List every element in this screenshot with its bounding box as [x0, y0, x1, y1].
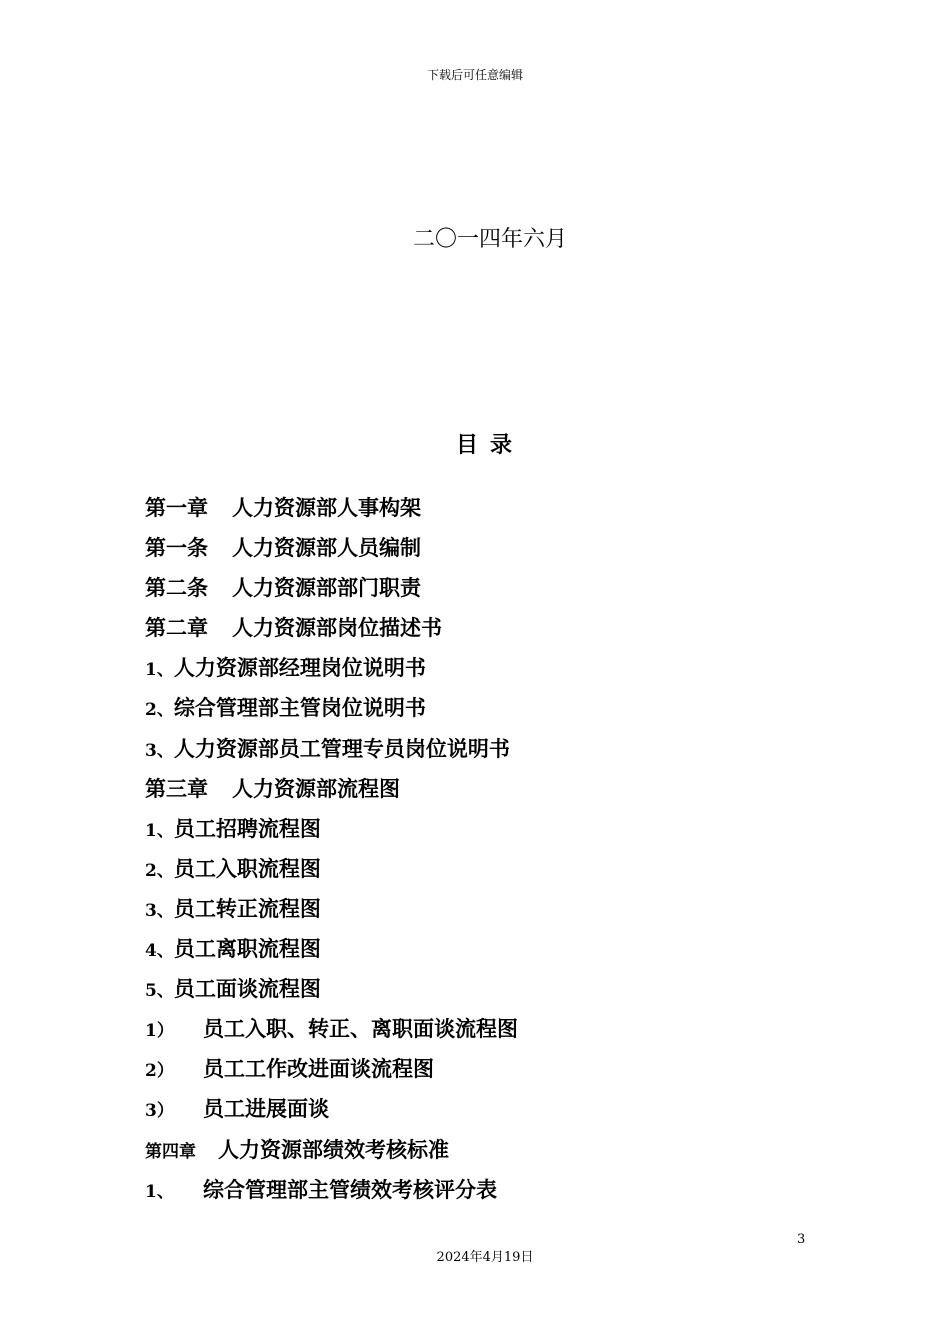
toc-item-number: 3、	[145, 740, 174, 761]
toc-item-label: 人力资源部人员编制	[232, 535, 421, 561]
toc-item-number: 3）	[145, 1101, 174, 1122]
toc-item-number: 第一条	[145, 535, 208, 561]
toc-item[interactable]	[145, 530, 845, 570]
toc-item-label: 员工入职流程图	[173, 855, 321, 881]
toc-item-number: 第二章	[145, 615, 208, 641]
toc-item-label: 员工工作改进面谈流程图	[203, 1056, 434, 1082]
toc-item[interactable]	[145, 490, 845, 530]
toc-item[interactable]	[145, 771, 845, 811]
toc-item[interactable]	[145, 1091, 845, 1131]
toc-item-label: 人力资源部人事构架	[232, 495, 421, 520]
page-footer-date: 2024年4月19日	[436, 1250, 534, 1265]
toc-item[interactable]	[145, 1132, 845, 1172]
toc-item-number: 2）	[145, 1061, 174, 1082]
toc-item-label: 员工转正流程图	[173, 895, 321, 921]
toc-item-number: 第三章	[145, 775, 208, 801]
toc-item-label: 综合管理部主管岗位说明书	[173, 695, 426, 721]
toc-item-label: 员工招聘流程图	[173, 815, 321, 841]
toc-item-label: 员工进展面谈	[203, 1096, 329, 1122]
toc-item[interactable]	[145, 931, 845, 971]
toc-item[interactable]	[145, 971, 845, 1011]
toc-item[interactable]	[145, 1011, 845, 1051]
toc-item[interactable]	[145, 731, 845, 771]
toc-item-label: 员工离职流程图	[173, 936, 321, 962]
toc-item-number: 第一章	[145, 495, 208, 520]
toc-item[interactable]	[145, 610, 845, 650]
toc-item-label: 员工入职、转正、离职面谈流程图	[203, 1016, 518, 1042]
toc-item-label: 人力资源部岗位描述书	[232, 615, 442, 641]
toc-item-number: 1、	[145, 820, 174, 841]
toc-item-number: 第四章	[145, 1141, 196, 1162]
cover-date: 二〇一四年六月	[412, 227, 567, 252]
toc-item-number: 1、	[145, 1181, 174, 1202]
toc-item-label: 人力资源部绩效考核标准	[218, 1136, 449, 1162]
toc-item-label: 员工面谈流程图	[173, 976, 321, 1002]
toc-item-label: 人力资源部经理岗位说明书	[173, 655, 426, 681]
toc-item-number: 1）	[145, 1021, 174, 1042]
toc-item-label: 人力资源部部门职责	[232, 575, 421, 601]
toc-item-number: 2、	[145, 860, 174, 881]
toc-item-label: 综合管理部主管绩效考核评分表	[203, 1176, 497, 1202]
toc-item-label: 人力资源部流程图	[232, 775, 400, 801]
toc-item-number: 1、	[145, 660, 174, 681]
toc-item[interactable]	[145, 1051, 845, 1091]
toc-item[interactable]	[145, 690, 845, 730]
toc-item[interactable]	[145, 811, 845, 851]
toc-item-number: 4、	[145, 941, 174, 962]
toc-item[interactable]	[145, 570, 845, 610]
toc-item-label: 人力资源部员工管理专员岗位说明书	[173, 735, 510, 761]
toc-item-number: 2、	[145, 700, 174, 721]
toc-item-number: 3、	[145, 900, 174, 921]
toc-item[interactable]	[145, 891, 845, 931]
table-of-contents	[145, 490, 845, 1212]
toc-item-number: 第二条	[145, 575, 208, 601]
toc-item[interactable]	[145, 851, 845, 891]
toc-item[interactable]	[145, 650, 845, 690]
toc-item-number: 5、	[145, 981, 174, 1002]
page-header: 下载后可任意编辑	[426, 68, 523, 82]
page-number: 3	[797, 1232, 806, 1247]
toc-title: 目录	[455, 432, 524, 458]
toc-item[interactable]	[145, 1172, 845, 1212]
